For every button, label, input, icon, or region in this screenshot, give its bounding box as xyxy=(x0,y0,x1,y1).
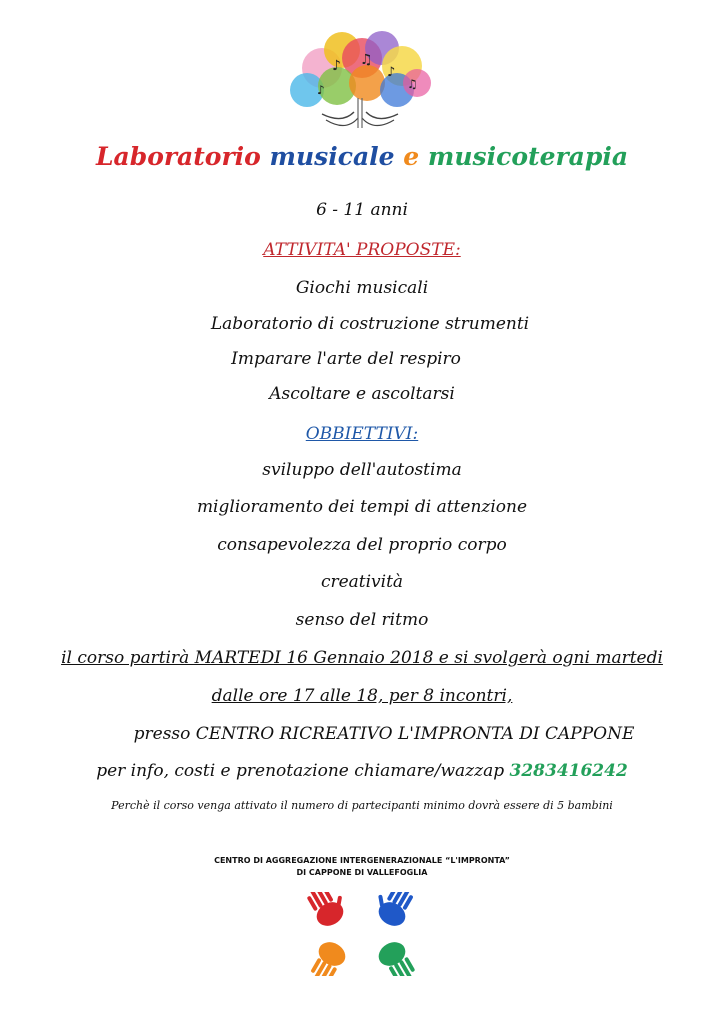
title-word-e: e xyxy=(403,142,420,171)
svg-text:♪: ♪ xyxy=(332,58,341,74)
age-range: 6 - 11 anni xyxy=(316,200,408,220)
phone-number: 3283416242 xyxy=(509,761,628,781)
title-word-musicale: musicale xyxy=(269,142,395,171)
page-title xyxy=(0,142,724,171)
objectives-header: OBBIETTIVI: xyxy=(305,424,419,444)
activity-item: Giochi musicali xyxy=(295,278,429,298)
svg-text:♪: ♪ xyxy=(387,65,396,80)
schedule-line-1: il corso partirà MARTEDI 16 Gennaio 2018 e si svolgerà ogni martedi xyxy=(61,648,663,668)
music-tree-logo xyxy=(262,28,458,146)
svg-text:♪: ♪ xyxy=(317,83,325,97)
activity-item: Laboratorio di costruzione strumenti xyxy=(210,314,530,334)
objective-item: senso del ritmo xyxy=(295,610,429,630)
venue-line: presso CENTRO RICREATIVO L'IMPRONTA DI CAPPONE xyxy=(133,724,635,744)
activity-item: Imparare l'arte del respiro xyxy=(231,349,461,369)
activity-item: Ascoltare e ascoltarsi xyxy=(269,384,455,404)
objective-item: miglioramento dei tempi di attenzione xyxy=(196,497,528,517)
title-word-laboratorio: Laboratorio xyxy=(95,142,261,171)
svg-text:♫: ♫ xyxy=(407,77,418,91)
objective-item: consapevolezza del proprio corpo xyxy=(217,535,507,555)
handprints-logo xyxy=(298,892,426,976)
activities-header: ATTIVITA' PROPOSTE: xyxy=(263,240,461,260)
centre-location: DI CAPPONE DI VALLEFOGLIA xyxy=(296,868,428,877)
schedule-line-2: dalle ore 17 alle 18, per 8 incontri, xyxy=(211,686,513,706)
contact-text: per info, costi e prenotazione chiamare/wazzap xyxy=(96,761,505,781)
svg-text:♫: ♫ xyxy=(360,52,373,68)
minimum-participants-note: Perchè il corso venga attivato il numero di partecipanti minimo dovrà essere di 5 bambini xyxy=(111,799,613,812)
title-word-musicoterapia: musicoterapia xyxy=(427,142,629,171)
objective-item: creatività xyxy=(320,572,404,592)
objective-item: sviluppo dell'autostima xyxy=(262,460,462,480)
centre-name: CENTRO DI AGGREGAZIONE INTERGENERAZIONALE “L'IMPRONTA” xyxy=(214,856,510,865)
contact-line xyxy=(0,761,724,781)
